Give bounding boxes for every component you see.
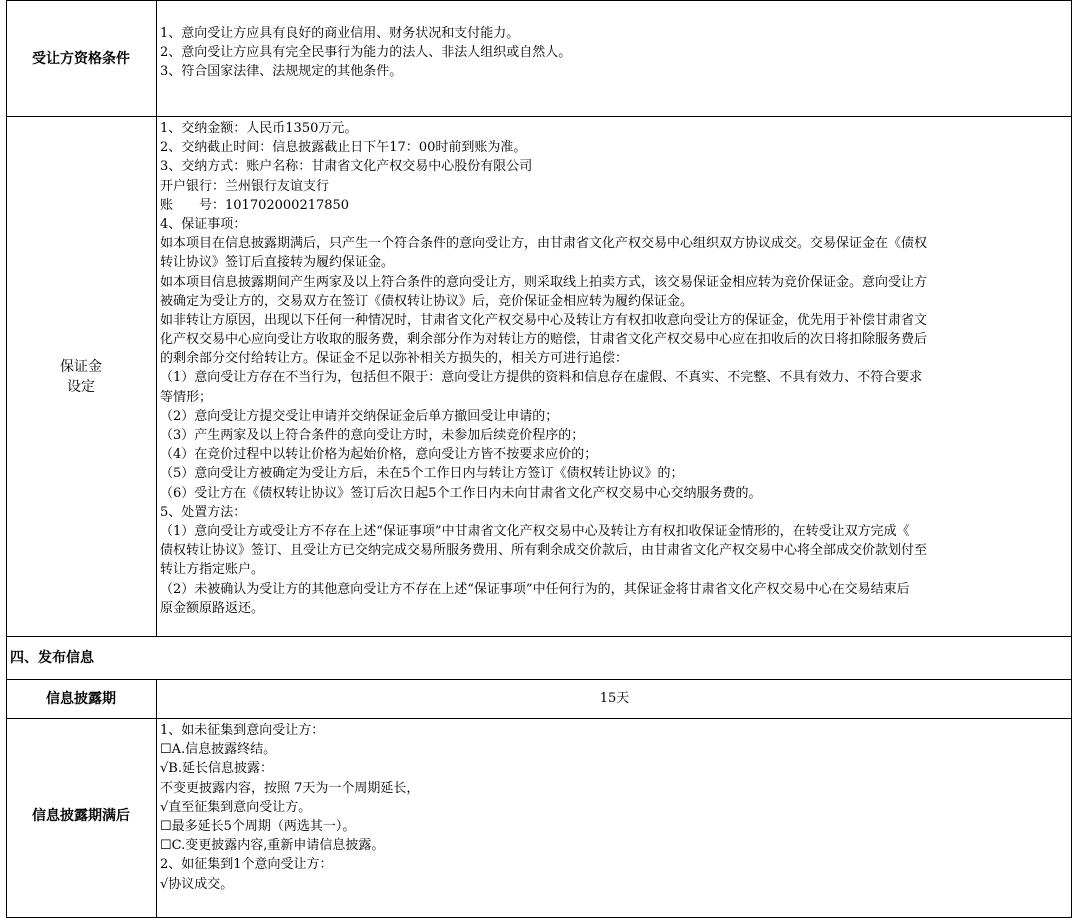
text-line: 如非转让方原因，出现以下任何一种情况时，甘肃省文化产权交易中心及转让方有权扣收意向受让方的保证金，优先用于补偿甘肃省文 bbox=[160, 312, 928, 328]
disclosure-period-value: 15天 bbox=[599, 691, 630, 706]
text-line: 原金额原路返还。 bbox=[160, 600, 265, 616]
text-line: （2）意向受让方提交受让申请并交纳保证金后单方撤回受让申请的； bbox=[160, 408, 559, 424]
text-line: 2、交纳截止时间：信息披露截止日下午17：00时前到账为准。 bbox=[160, 140, 527, 156]
qualification-divider bbox=[156, 0, 157, 117]
text-line: （1）意向受让方存在不当行为，包括但不限于：意向受让方提供的资料和信息存在虚假、不真实、不完整、不具有效力、不符合要求 bbox=[160, 370, 923, 386]
qualification-label: 受让方资格条件 bbox=[32, 50, 130, 67]
text-line: 等情形； bbox=[160, 389, 213, 405]
text-line: （2）未被确认为受让方的其他意向受让方不存在上述“保证事项”中任何行为的，其保证金将甘肃省文化产权交易中心在交易结束后 bbox=[160, 581, 910, 597]
text-line: 1、意向受让方应具有良好的商业信用、财务状况和支付能力。 bbox=[160, 26, 520, 41]
text-line: √协议成交。 bbox=[160, 876, 234, 892]
section4-title: 四、发布信息 bbox=[10, 650, 94, 666]
text-line: 1、如未征集到意向受让方： bbox=[160, 723, 325, 738]
text-line: （1）意向受让方或受让方不存在上述“保证事项”中甘肃省文化产权交易中心及转让方有权扣收保证金情形的，在转受让双方完成《 bbox=[160, 523, 910, 539]
after-disclosure-content bbox=[160, 721, 1065, 898]
text-line: ☐C.变更披露内容,重新申请信息披露。 bbox=[160, 838, 385, 854]
deposit-divider bbox=[156, 116, 157, 637]
text-line: ☐最多延长5个周期（两选其一）。 bbox=[160, 818, 356, 834]
text-line: 账 号：101702000217850 bbox=[160, 197, 350, 213]
text-line: 如本项目在信息披露期满后，只产生一个符合条件的意向受让方，由甘肃省文化产权交易中心组织双方协议成交。交易保证金在《债权 bbox=[160, 236, 928, 252]
text-line: 2、如征集到1个意向受让方： bbox=[160, 857, 333, 873]
after-disclosure-divider bbox=[156, 718, 157, 918]
text-line: ☐A.信息披露终结。 bbox=[160, 742, 277, 758]
text-line: （3）产生两家及以上符合条件的意向受让方时，未参加后续竞价程序的； bbox=[160, 428, 585, 443]
text-line: 化产权交易中心应向受让方收取的服务费，剩余部分作为对转让方的赔偿，甘肃省文化产权交易中心应在扣收后的次日将扣除服务费后 bbox=[160, 332, 928, 348]
text-line: （6）受让方在《债权转让协议》签订后次日起5个工作日内未向甘肃省文化产权交易中心交纳服务费的。 bbox=[160, 485, 762, 501]
text-line: 债权转让协议》签订、且受让方已交纳完成交易所服务费用、所有剩余成交价款后，由甘肃省文化产权交易中心将全部成交价款划付至 bbox=[160, 543, 928, 559]
after-disclosure-label: 信息披露期满后 bbox=[32, 807, 130, 824]
disclosure-period-label: 信息披露期 bbox=[46, 691, 116, 707]
text-line: 转让协议》签订后直接转为履约保证金。 bbox=[160, 255, 395, 271]
text-line: 如本项目信息披露期间产生两家及以上符合条件的意向受让方，则采取线上拍卖方式，该交易保证金相应转为竞价保证金。意向受让方 bbox=[160, 274, 928, 290]
text-line: 转让方指定账户。 bbox=[160, 562, 265, 578]
section4-row bbox=[6, 636, 1072, 680]
text-line: 1、交纳金额：人民币1350万元。 bbox=[160, 121, 358, 136]
text-line: √直至征集到意向受让方。 bbox=[160, 799, 312, 815]
text-line: 4、保证事项： bbox=[160, 216, 247, 232]
deposit-label bbox=[6, 116, 156, 637]
text-line: （5）意向受让方被确定为受让方后，未在5个工作日内与转让方签订《债权转让协议》的； bbox=[160, 466, 684, 482]
text-line: 5、处置方法： bbox=[160, 504, 247, 520]
deposit-label-line1: 保证金 bbox=[60, 358, 102, 375]
text-line: 被确定为受让方的，交易双方在签订《债权转让协议》后，竞价保证金相应转为履约保证金。 bbox=[160, 293, 694, 309]
text-line: 开户银行：兰州银行友谊支行 bbox=[160, 178, 330, 194]
text-line: （4）在竞价过程中以转让价格为起始价格，意向受让方皆不按要求应价的； bbox=[160, 447, 598, 463]
qualification-content bbox=[160, 24, 1065, 114]
text-line: 2、意向受让方应具有完全民事行为能力的法人、非法人组织或自然人。 bbox=[160, 45, 572, 61]
text-line: √B.延长信息披露： bbox=[160, 761, 273, 777]
text-line: 3、交纳方式：账户名称：甘肃省文化产权交易中心股份有限公司 bbox=[160, 159, 533, 175]
text-line: 不变更披露内容，按照 7天为一个周期延长， bbox=[160, 780, 420, 796]
deposit-label-line2: 设定 bbox=[67, 378, 95, 395]
text-line: 的剩余部分交付给转让方。保证金不足以弥补相关方损失的，相关方可进行追偿： bbox=[160, 351, 629, 367]
deposit-content bbox=[160, 119, 1070, 634]
text-line: 3、符合国家法律、法规规定的其他条件。 bbox=[160, 64, 403, 80]
